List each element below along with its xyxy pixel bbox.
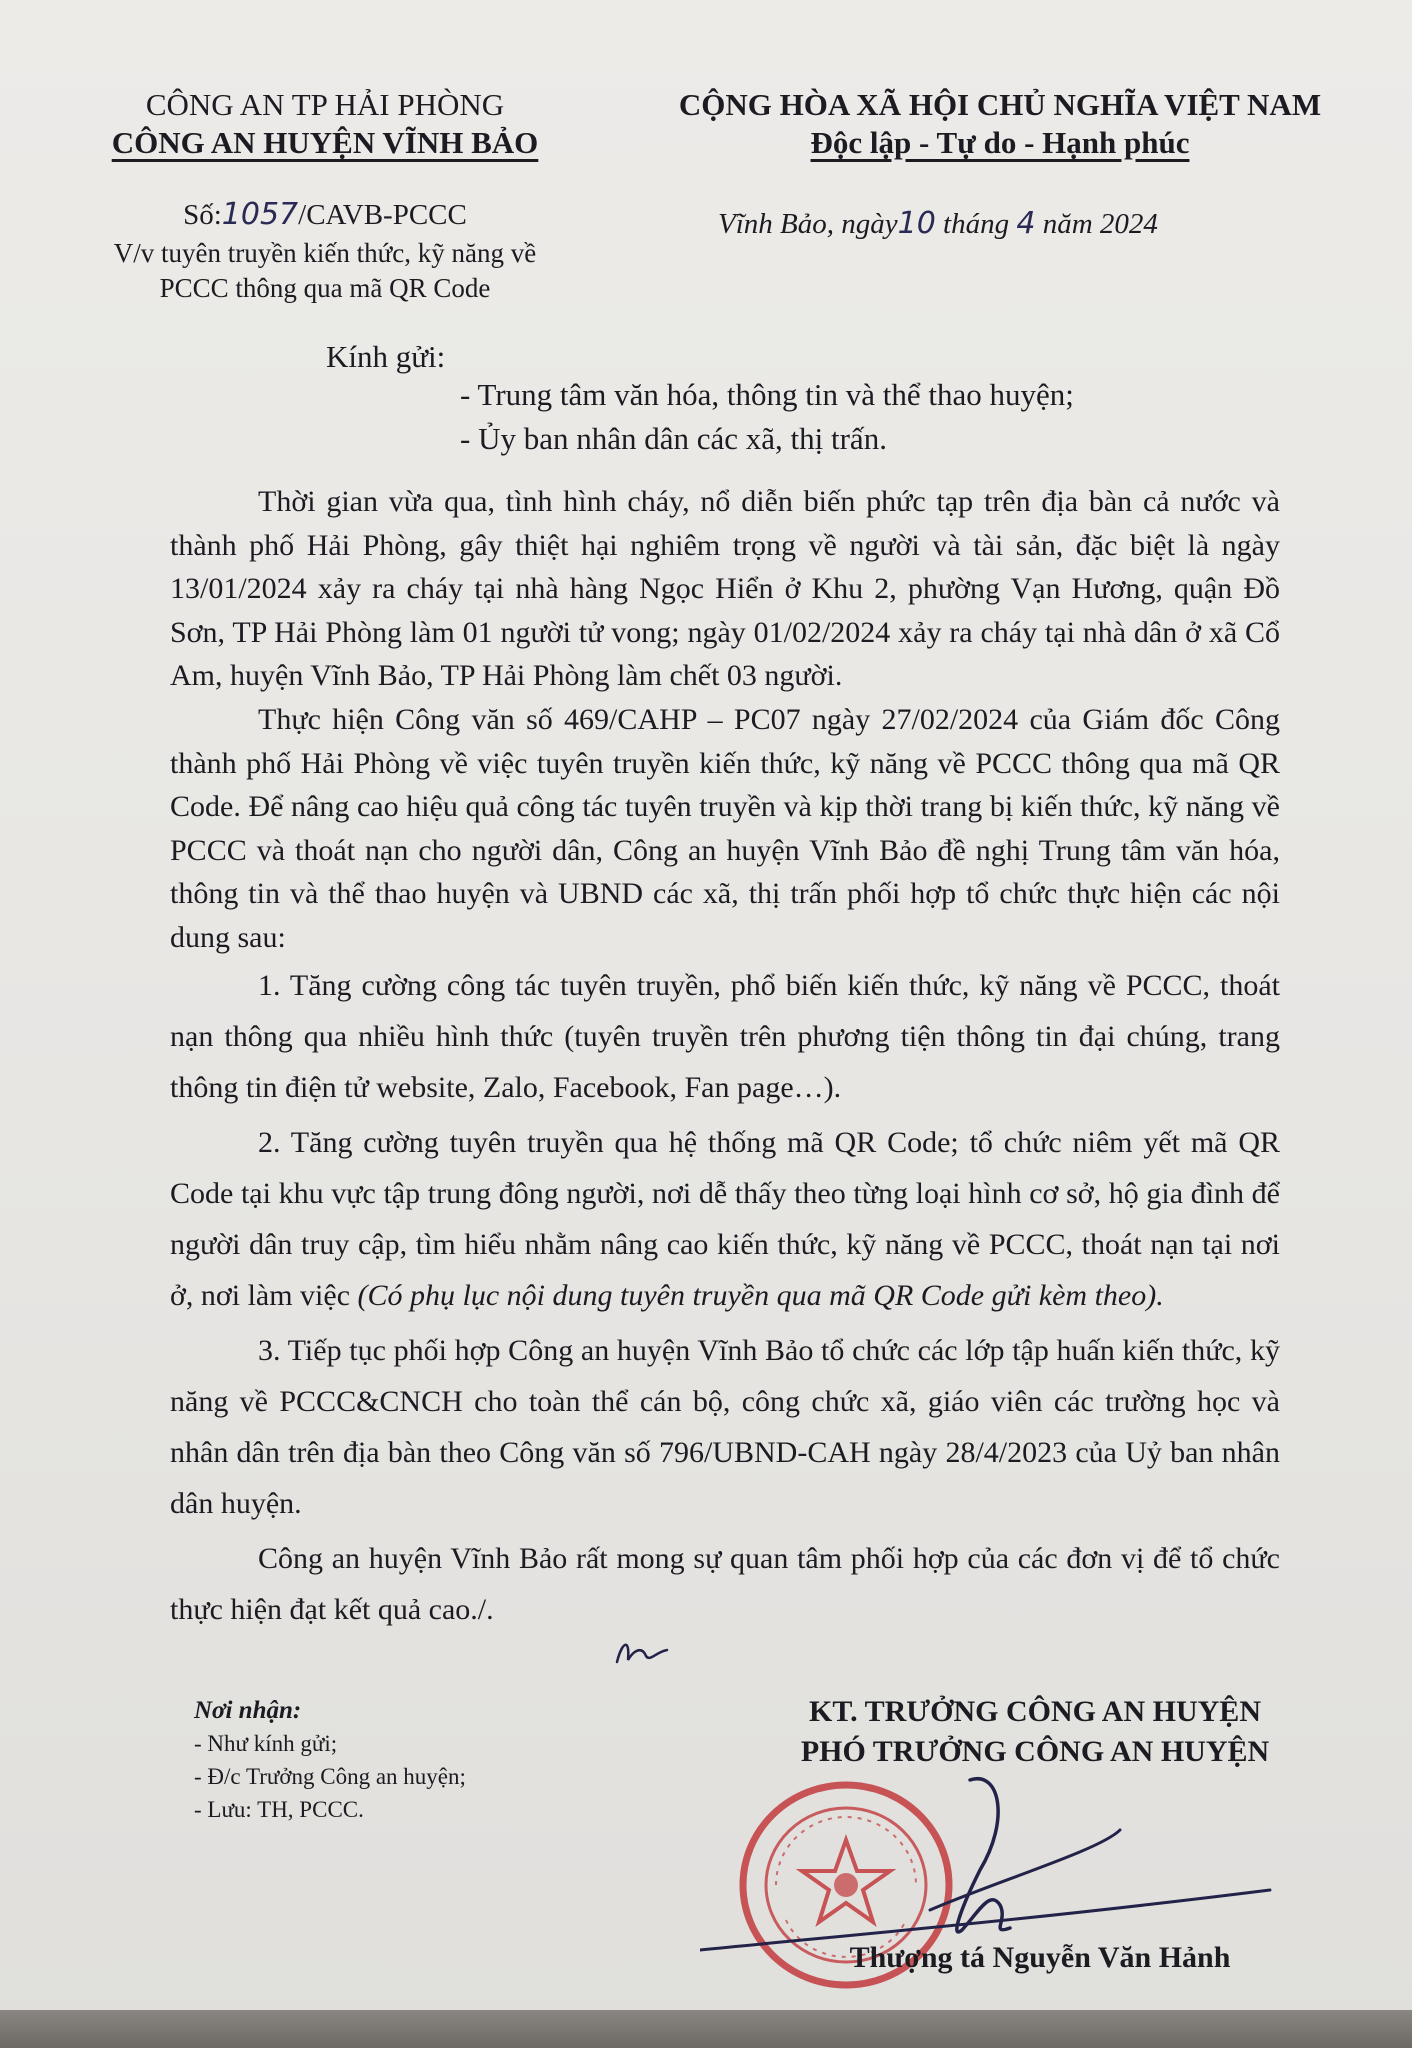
issuing-agency: [60, 86, 590, 162]
photo-bottom-edge: [0, 2010, 1412, 2048]
document-number: Số:1057/CAVB-PCCC: [183, 197, 467, 232]
closing-paragraph: Công an huyện Vĩnh Bảo rất mong sự quan tâm phối hợp của các đơn vị để tổ chức thực hiện đạt kết quả cao./.: [170, 1541, 1280, 1626]
handwritten-day: 10: [897, 206, 936, 241]
recipient-item: - Trung tâm văn hóa, thông tin và thể thao huyện;: [460, 377, 1074, 412]
paragraph-context: Thời gian vừa qua, tình hình cháy, nổ diễn biến phức tạp trên địa bàn cả nước và thành phố Hải Phòng, gây thiệt hại nghiêm trọng về người và tài sản, đặc biệt là ngày 13/01/2024 xảy ra cháy tại nhà hàng Ngọc Hiển ở Khu 2, phường Vạn Hương, quận Đồ Sơn, TP Hải Phòng làm 01 người tử vong; ngày 01/02/2024 xảy ra cháy tại nhà dân ở xã Cổ Am, huyện Vĩnh Bảo, TP Hải Phòng làm chết 03 người.: [170, 485, 1280, 693]
distribution-item: - Như kính gửi;: [194, 1731, 338, 1756]
distribution-item: - Lưu: TH, PCCC.: [194, 1797, 364, 1822]
distribution-list: [194, 1694, 466, 1826]
recipient-list: [460, 370, 1074, 464]
agency-name: CÔNG AN HUYỆN VĨNH BẢO: [111, 125, 539, 160]
handwritten-number: 1057: [221, 197, 299, 232]
list-item-1: 1. Tăng cường công tác tuyên truyền, phổ biến kiến thức, kỹ năng về PCCC, thoát nạn thông qua nhiều hình thức (tuyên truyền trên phương tiện thông tin đại chúng, trang thông tin điện tử website, Zalo, Facebook, Fan page…).: [170, 968, 1280, 1104]
distribution-title: Nơi nhận:: [194, 1697, 302, 1724]
signer-title-2: PHÓ TRƯỞNG CÔNG AN HUYỆN: [800, 1735, 1270, 1768]
document-date: Vĩnh Bảo, ngày10 tháng 4 năm 2024: [718, 206, 1158, 241]
document-subject: V/v tuyên truyền kiến thức, kỹ năng về PCCC thông qua mã QR Code: [113, 238, 537, 303]
handwritten-initial-icon: [612, 1632, 672, 1672]
paragraph-directive: Thực hiện Công văn số 469/CAHP – PC07 ngày 27/02/2024 của Giám đốc Công thành phố Hải Phòng về việc tuyên truyền kiến thức, kỹ năng về PCCC thông qua mã QR Code. Để nâng cao hiệu quả công tác tuyên truyền và kịp thời trang bị kiến thức, kỹ năng về PCCC và thoát nạn cho người dân, Công an huyện Vĩnh Bảo đề nghị Trung tâm văn hóa, thông tin và thể thao huyện và UBND các xã, thị trấn phối hợp tổ chức thực hiện các nội dung sau:: [170, 702, 1280, 954]
list-item-2: 2. Tăng cường tuyên truyền qua hệ thống mã QR Code; tổ chức niêm yết mã QR Code tại khu vực tập trung đông người, nơi dễ thấy theo từng loại hình cơ sở, hộ gia đình để người dân truy cập, tìm hiểu nhằm nâng cao kiến thức, kỹ năng về PCCC, thoát nạn tại nơi ở, nơi làm việc (Có phụ lục nội dung tuyên truyền qua mã QR Code gửi kèm theo).: [170, 1125, 1280, 1312]
signer-name-block: [710, 1938, 1360, 1978]
signer-title-1: KT. TRƯỞNG CÔNG AN HUYỆN: [809, 1695, 1261, 1728]
country-name: CỘNG HÒA XÃ HỘI CHỦ NGHĨA VIỆT NAM: [678, 87, 1322, 122]
motto: Độc lập - Tự do - Hạnh phúc: [810, 125, 1190, 160]
document-body: [170, 480, 1280, 1635]
national-motto: [620, 86, 1380, 162]
signer-name: Thượng tá Nguyễn Văn Hảnh: [849, 1941, 1231, 1974]
handwritten-month: 4: [1016, 206, 1036, 241]
greeting-label: Kính gửi:: [326, 339, 446, 374]
list-item-3: 3. Tiếp tục phối hợp Công an huyện Vĩnh Bảo tổ chức các lớp tập huấn kiến thức, kỹ năng về PCCC&CNCH cho toàn thể cán bộ, công chức xã, giáo viên các trường học và nhân dân trên địa bàn theo Công văn số 796/UBND-CAH ngày 28/4/2023 của Uỷ ban nhân dân huyện.: [170, 1333, 1280, 1520]
distribution-item: - Đ/c Trưởng Công an huyện;: [194, 1764, 466, 1789]
recipient-item: - Ủy ban nhân dân các xã, thị trấn.: [460, 421, 887, 456]
parent-agency: CÔNG AN TP HẢI PHÒNG: [145, 87, 505, 122]
